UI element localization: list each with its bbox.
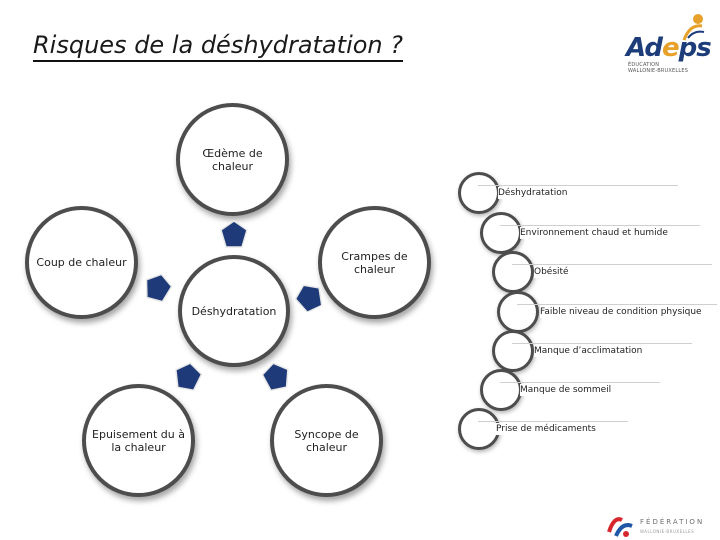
federation-wordmark: FÉDÉRATION: [640, 518, 705, 526]
federation-subtitle: WALLONIE-BRUXELLES: [640, 529, 695, 534]
cause-bullet: [497, 291, 539, 333]
adeps-logo: [622, 12, 711, 74]
pentagon-arrow-icon: [219, 219, 249, 249]
pentagon-arrow-icon: [261, 361, 291, 391]
cause-bullet: [458, 172, 500, 214]
pentagon-arrow-icon: [294, 282, 324, 312]
cause-divider: [478, 421, 628, 422]
cycle-node-center: [178, 255, 290, 367]
cycle-node-bottom-left-label: Epuisement du à la chaleur: [92, 427, 185, 454]
cause-bullet: [458, 408, 500, 450]
cycle-node-bottom-left: [82, 384, 195, 497]
cause-bullet: [480, 212, 522, 254]
cause-bullet: [492, 251, 534, 293]
slide-title: Risques de la déshydratation ?: [33, 30, 403, 62]
cause-bullet: [480, 369, 522, 411]
cause-divider: [512, 343, 692, 344]
adeps-subtitle: ÉDUCATION WALLONIE-BRUXELLES: [628, 62, 689, 74]
cycle-node-left: [25, 206, 138, 319]
cycle-node-top: [176, 103, 289, 216]
cause-label: Obésité: [534, 267, 569, 277]
cause-divider: [478, 185, 678, 186]
cycle-node-center-label: Déshydratation: [191, 304, 277, 318]
cycle-node-right: [318, 206, 431, 319]
federation-logo: [606, 512, 710, 540]
cycle-node-right-label: Crampes de chaleur: [341, 249, 408, 276]
cycle-node-left-label: Coup de chaleur: [36, 256, 127, 269]
cause-divider: [517, 304, 717, 305]
cause-divider: [512, 264, 712, 265]
cycle-node-bottom-right: [270, 384, 383, 497]
pentagon-arrow-icon: [143, 272, 173, 302]
cause-label: Manque de sommeil: [520, 385, 612, 395]
cause-divider: [500, 382, 660, 383]
cause-bullet: [492, 330, 534, 372]
cause-label: Prise de médicaments: [496, 424, 596, 434]
adeps-wordmark: Adeps: [626, 33, 711, 63]
cycle-node-top-label: Œdème de chaleur: [202, 146, 263, 173]
cause-label: Manque d’acclimatation: [534, 346, 643, 356]
cause-label: Environnement chaud et humide: [520, 228, 668, 238]
cause-divider: [500, 225, 700, 226]
cause-label: Déshydratation: [498, 188, 568, 198]
federation-emblem-icon: [606, 512, 636, 540]
cause-label: Faible niveau de condition physique: [540, 307, 702, 317]
cycle-node-bottom-right-label: Syncope de chaleur: [294, 427, 359, 454]
pentagon-arrow-icon: [173, 361, 203, 391]
